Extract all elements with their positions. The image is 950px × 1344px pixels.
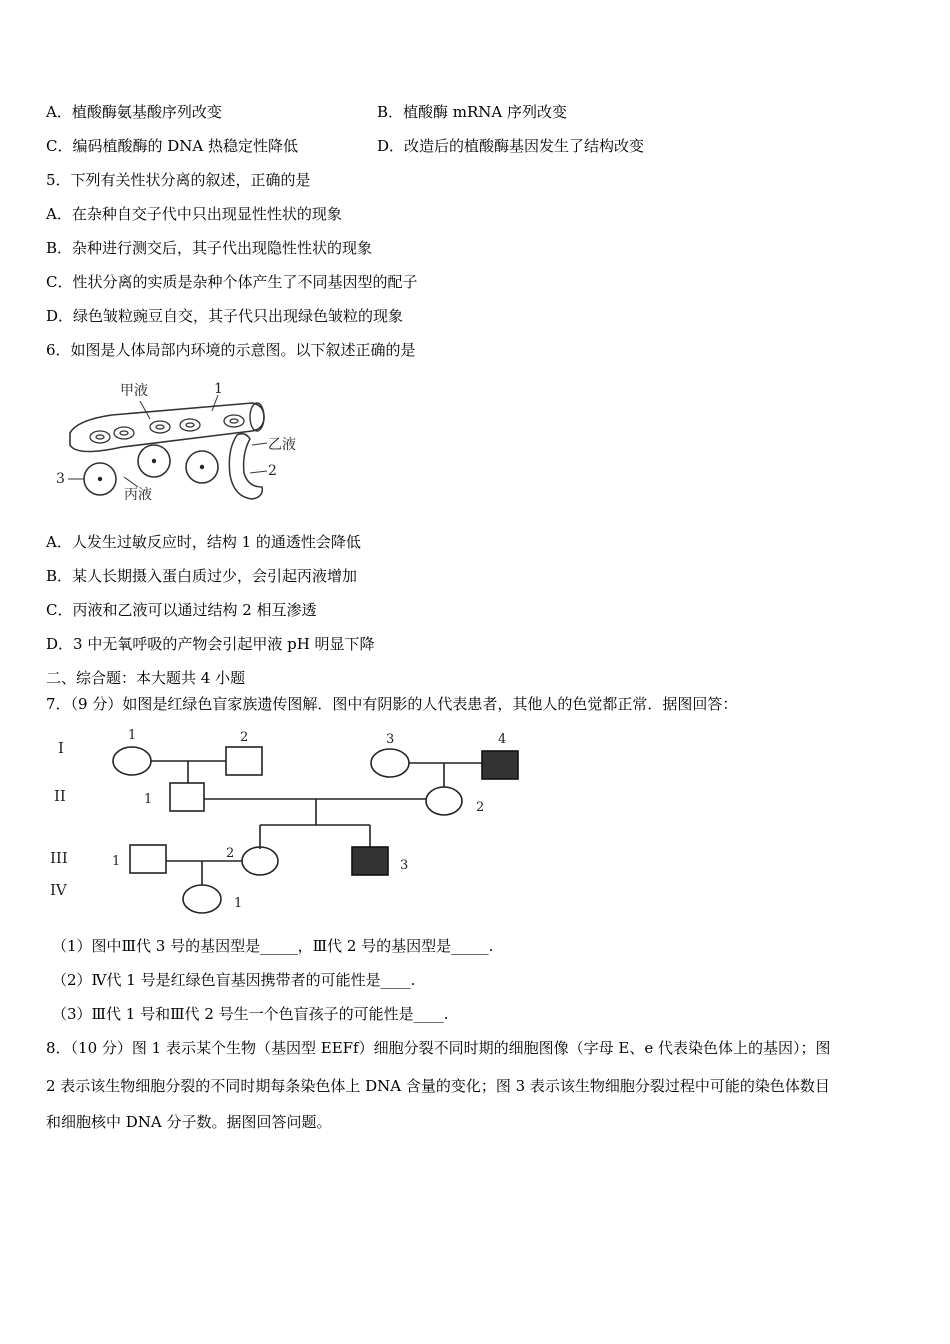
affected-male-gen1-4 bbox=[482, 751, 518, 779]
ped-label-ii2: 2 bbox=[476, 800, 485, 815]
gen-label-1: I bbox=[58, 739, 64, 757]
q6-option-a: A．人发生过敏反应时，结构 1 的通透性会降低 bbox=[46, 533, 361, 551]
section-2-heading: 二、综合题：本大题共 4 小题 bbox=[46, 669, 246, 687]
q5-option-a: A．在杂种自交子代中只出现显性性状的现象 bbox=[46, 205, 342, 223]
pedigree-chart bbox=[44, 725, 544, 920]
ped-label-iii1: 1 bbox=[112, 854, 121, 869]
q4-option-c: C．编码植酸酶的 DNA 热稳定性降低 bbox=[46, 137, 298, 155]
q7-stem: 7．（9 分）如图是红绿色盲家族遗传图解．图中有阴影的人代表患者，其他人的色觉都正常．据图回答： bbox=[46, 695, 738, 713]
q4-option-a: A．植酸酶氨基酸序列改变 bbox=[46, 103, 222, 121]
ped-label-i4: 4 bbox=[498, 732, 507, 747]
label-num-1: 1 bbox=[214, 381, 223, 397]
affected-male-gen3-3 bbox=[352, 847, 388, 875]
q5-option-d: D．绿色皱粒豌豆自交，其子代只出现绿色皱粒的现象 bbox=[46, 307, 404, 325]
q6-option-d: D．3 中无氧呼吸的产物会引起甲液 pH 明显下降 bbox=[46, 635, 375, 653]
label-num-3: 3 bbox=[56, 471, 65, 487]
q8-line-2: 2 表示该生物细胞分裂的不同时期每条染色体上 DNA 含量的变化；图 3 表示该生物细胞分裂过程中可能的染色体数目 bbox=[46, 1077, 830, 1095]
q7-sub-1: （1）图中Ⅲ代 3 号的基因型是_____，Ⅲ代 2 号的基因型是_____. bbox=[52, 937, 494, 955]
gen-label-4: IV bbox=[50, 881, 67, 899]
ped-label-i1: 1 bbox=[128, 728, 137, 743]
gen-label-2: II bbox=[54, 787, 66, 805]
ped-label-i3: 3 bbox=[386, 732, 395, 747]
ped-label-iv1: 1 bbox=[234, 896, 243, 911]
ped-label-iii3: 3 bbox=[400, 858, 409, 873]
lymph-vessel bbox=[229, 434, 262, 499]
gen-label-3: III bbox=[50, 849, 68, 867]
q5-stem: 5．下列有关性状分离的叙述，正确的是 bbox=[46, 171, 311, 189]
q5-option-c: C．性状分离的实质是杂种个体产生了不同基因型的配子 bbox=[46, 273, 418, 291]
q7-sub-3: （3）Ⅲ代 1 号和Ⅲ代 2 号生一个色盲孩子的可能性是____. bbox=[52, 1005, 449, 1023]
ped-label-ii1: 1 bbox=[144, 792, 153, 807]
ped-label-iii2: 2 bbox=[226, 846, 235, 861]
q5-option-b: B．杂种进行测交后，其子代出现隐性性状的现象 bbox=[46, 239, 373, 257]
q7-sub-2: （2）Ⅳ代 1 号是红绿色盲基因携带者的可能性是____. bbox=[52, 971, 416, 989]
q6-option-b: B．某人长期摄入蛋白质过少，会引起丙液增加 bbox=[46, 567, 358, 585]
ped-label-i2: 2 bbox=[240, 730, 249, 745]
q4-option-d: D．改造后的植酸酶基因发生了结构改变 bbox=[377, 137, 645, 155]
label-num-2: 2 bbox=[268, 463, 277, 479]
label-bing: 丙液 bbox=[124, 487, 152, 503]
q4-option-b: B．植酸酶 mRNA 序列改变 bbox=[377, 103, 568, 121]
q8-line-1: 8．（10 分）图 1 表示某个生物（基因型 EEFf）细胞分裂不同时期的细胞图像（字母 E、e 代表染色体上的基因）；图 bbox=[46, 1039, 831, 1057]
label-jia: 甲液 bbox=[120, 383, 148, 399]
internal-environment-figure bbox=[52, 375, 312, 510]
q8-line-3: 和细胞核中 DNA 分子数。据图回答问题。 bbox=[46, 1113, 332, 1131]
q6-option-c: C．丙液和乙液可以通过结构 2 相互渗透 bbox=[46, 601, 317, 619]
label-yi: 乙液 bbox=[268, 437, 296, 453]
q6-stem: 6．如图是人体局部内环境的示意图。以下叙述正确的是 bbox=[46, 341, 416, 359]
